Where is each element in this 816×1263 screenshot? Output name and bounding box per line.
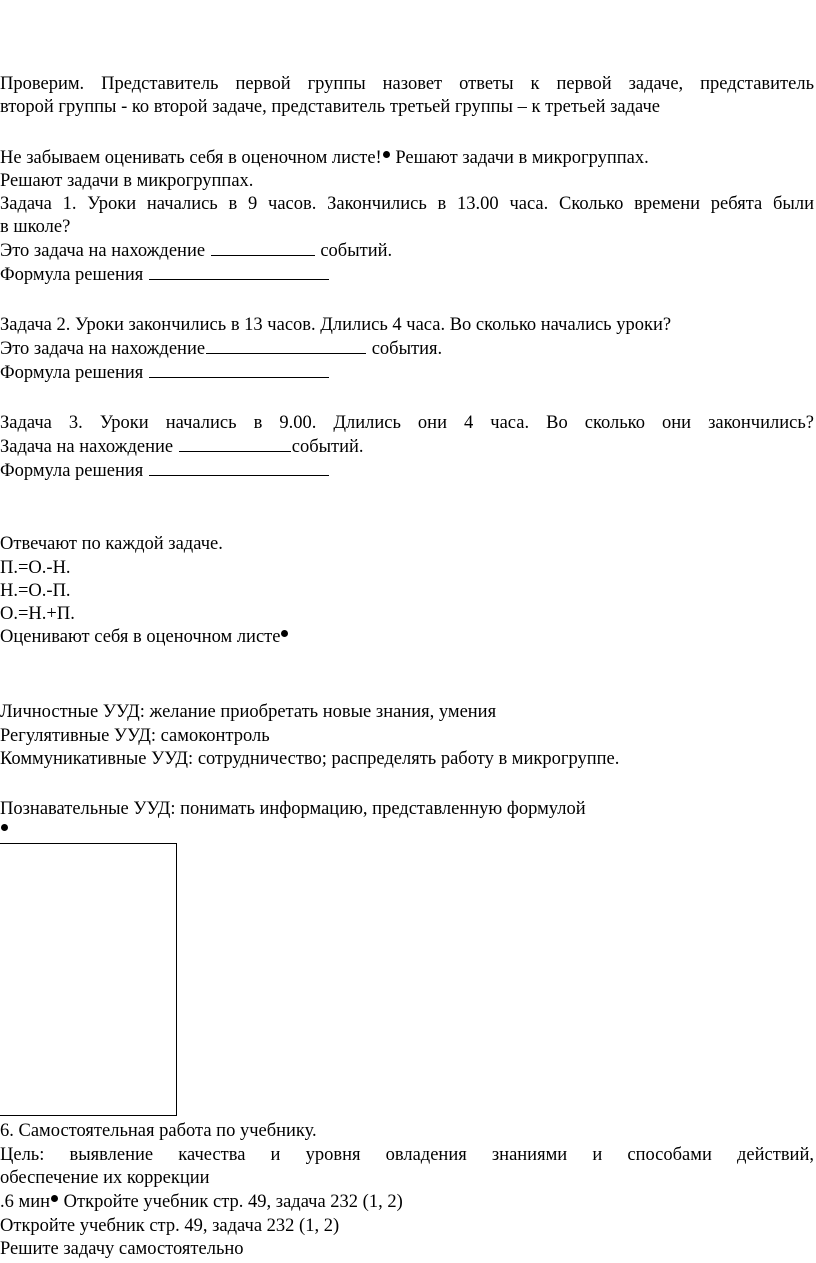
time-prefix: .6 мин xyxy=(0,1192,51,1212)
task3-find-line xyxy=(0,436,364,458)
task2-find-prefix: Это задача на нахождение xyxy=(0,339,206,359)
check-line-1: Проверим. Представитель первой группы назовет ответы к первой задаче, представитель xyxy=(0,74,814,94)
section6-title: 6. Самостоятельная работа по учебнику. xyxy=(0,1121,317,1141)
reminder-repeat: Решают задачи в микрогруппах. xyxy=(0,171,254,191)
empty-frame xyxy=(0,843,177,1116)
section6-goal-line-1: Цель: выявление качества и уровня овладения знаниями и способами действий, xyxy=(0,1145,814,1165)
task3-formula-label: Формула решения xyxy=(0,461,148,481)
time-after-bullet: Откройте учебник стр. 49, задача 232 (1, 2) xyxy=(59,1192,403,1212)
reminder-line xyxy=(0,147,649,169)
task2-find-blank xyxy=(206,338,366,354)
task1-line-1: Задача 1. Уроки начались в 9 часов. Закончились в 13.00 часа. Сколько времени ребята были xyxy=(0,194,814,214)
check-line-2: второй группы - ко второй задаче, представитель третьей группы – к третьей задаче xyxy=(0,97,661,117)
uud-regulative: Регулятивные УУД: самоконтроль xyxy=(0,726,270,746)
reminder-text: Не забываем оценивать себя в оценочном листе! xyxy=(0,148,382,168)
task3-find-suffix: событий. xyxy=(291,437,364,457)
task1-formula-label: Формула решения xyxy=(0,265,148,285)
task2-find-suffix: события. xyxy=(367,339,443,359)
bullet-icon xyxy=(51,1195,58,1202)
task2-line-1: Задача 2. Уроки закончились в 13 часов. Длились 4 часа. Во сколько начались уроки? xyxy=(0,315,672,335)
task3-formula-blank xyxy=(149,460,329,476)
task2-formula-line xyxy=(0,362,330,384)
task1-formula-line xyxy=(0,264,330,286)
task2-formula-label: Формула решения xyxy=(0,363,148,383)
uud-cognitive: Познавательные УУД: понимать информацию, представленную формулой xyxy=(0,799,586,819)
task3-line-1: Задача 3. Уроки начались в 9.00. Длились они 4 часа. Во сколько они закончились? xyxy=(0,413,814,433)
task1-find-blank xyxy=(211,240,315,256)
reminder-after-bullet: Решают задачи в микрогруппах. xyxy=(390,148,649,168)
task2-find-line xyxy=(0,338,442,360)
uud-personal: Личностные УУД: желание приобретать новые знания, умения xyxy=(0,702,497,722)
bullet-icon xyxy=(281,630,288,637)
task1-find-line xyxy=(0,240,392,262)
assess-line xyxy=(0,626,289,648)
task1-line-2: в школе? xyxy=(0,217,71,237)
answers-intro: Отвечают по каждой задаче. xyxy=(0,534,223,554)
uud-communicative: Коммуникативные УУД: сотрудничество; распределять работу в микрогруппе. xyxy=(0,749,620,769)
task3-formula-line xyxy=(0,460,330,482)
task1-formula-blank xyxy=(149,264,329,280)
section6-goal-line-2: обеспечение их коррекции xyxy=(0,1168,210,1188)
open-book-line: Откройте учебник стр. 49, задача 232 (1, 2) xyxy=(0,1216,340,1236)
solve-line: Решите задачу самостоятельно xyxy=(0,1239,244,1259)
formula-n: Н.=О.-П. xyxy=(0,581,71,601)
task3-find-prefix: Задача на нахождение xyxy=(0,437,178,457)
section6-time-line xyxy=(0,1191,403,1213)
formula-p: П.=О.-Н. xyxy=(0,558,71,578)
formula-o: О.=Н.+П. xyxy=(0,604,75,624)
task1-find-suffix: событий. xyxy=(315,241,393,261)
task1-find-prefix: Это задача на нахождение xyxy=(0,241,210,261)
bullet-icon xyxy=(383,151,390,158)
bullet-line xyxy=(0,820,9,842)
assess-text: Оценивают себя в оценочном листе xyxy=(0,627,281,647)
task3-find-blank xyxy=(179,436,291,452)
task2-formula-blank xyxy=(149,362,329,378)
bullet-icon xyxy=(1,824,8,831)
